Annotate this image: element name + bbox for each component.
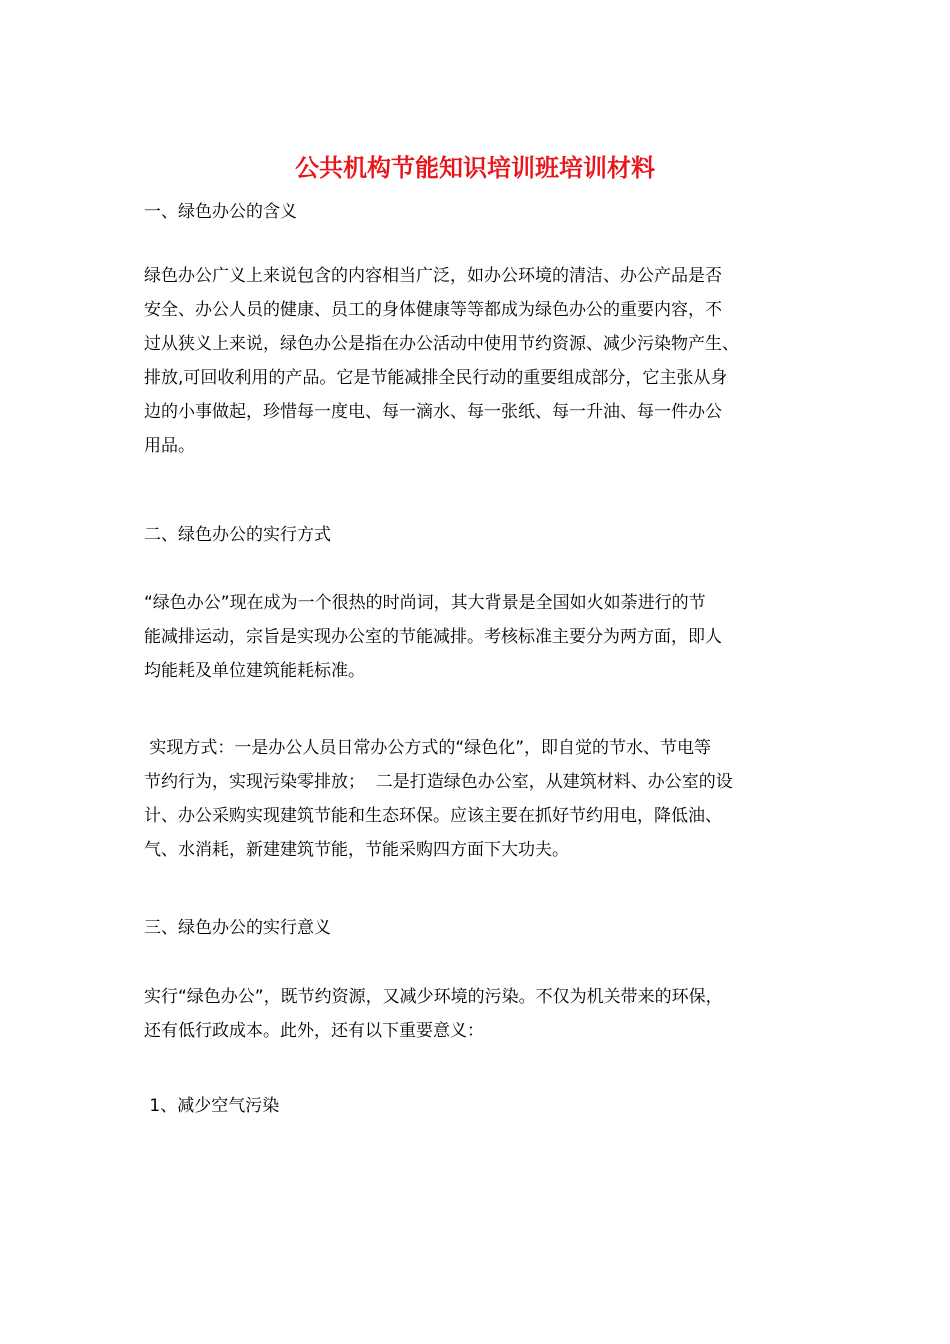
section-heading-text: 三、绿色办公的实行意义 — [144, 918, 331, 938]
paragraph-line: 排放,可回收利用的产品。它是节能减排全民行动的重要组成部分，它主张从身 — [144, 368, 728, 388]
paragraph-line: “绿色办公”现在成为一个很热的时尚词，其大背景是全国如火如荼进行的节 — [144, 593, 706, 613]
section-1-heading — [144, 195, 808, 229]
paragraph-line: 节约行为，实现污染零排放； 二是打造绿色办公室，从建筑材料、办公室的设 — [144, 772, 733, 792]
paragraph-line: 均能耗及单位建筑能耗标准。 — [144, 661, 365, 681]
paragraph-line: 实行“绿色办公”，既节约资源，又减少环境的污染。不仅为机关带来的环保， — [144, 987, 723, 1007]
section-3-paragraph — [144, 980, 808, 1048]
paragraph-line: 安全、办公人员的健康、员工的身体健康等等都成为绿色办公的重要内容，不 — [144, 300, 722, 320]
section-2-heading — [144, 518, 808, 552]
document-title: 公共机构节能知识培训班培训材料 — [295, 153, 655, 182]
paragraph-line: 还有低行政成本。此外，还有以下重要意义： — [144, 1021, 484, 1041]
paragraph-line: 计、办公采购实现建筑节能和生态环保。应该主要在抓好节约用电，降低油、 — [144, 806, 722, 826]
section-heading-text: 二、绿色办公的实行方式 — [144, 525, 331, 545]
paragraph-line: 实现方式：一是办公人员日常办公方式的“绿色化”，即自觉的节水、节电等 — [144, 738, 712, 758]
section-2-paragraph-2 — [144, 731, 808, 867]
list-item-text: 1、减少空气污染 — [144, 1096, 280, 1116]
section-3-item-1 — [144, 1089, 808, 1123]
section-1-paragraph — [144, 259, 808, 463]
paragraph-line: 用品。 — [144, 436, 195, 456]
paragraph-line: 过从狭义上来说，绿色办公是指在办公活动中使用节约资源、减少污染物产生、 — [144, 334, 739, 354]
section-heading-text: 一、绿色办公的含义 — [144, 202, 297, 222]
section-2-paragraph-1 — [144, 586, 808, 688]
paragraph-line: 能减排运动，宗旨是实现办公室的节能减排。考核标准主要分为两方面，即人 — [144, 627, 722, 647]
paragraph-line: 气、水消耗，新建建筑节能，节能采购四方面下大功夫。 — [144, 840, 569, 860]
paragraph-line: 边的小事做起，珍惜每一度电、每一滴水、每一张纸、每一升油、每一件办公 — [144, 402, 722, 422]
section-3-heading — [144, 911, 808, 945]
paragraph-line: 绿色办公广义上来说包含的内容相当广泛，如办公环境的清洁、办公产品是否 — [144, 266, 722, 286]
